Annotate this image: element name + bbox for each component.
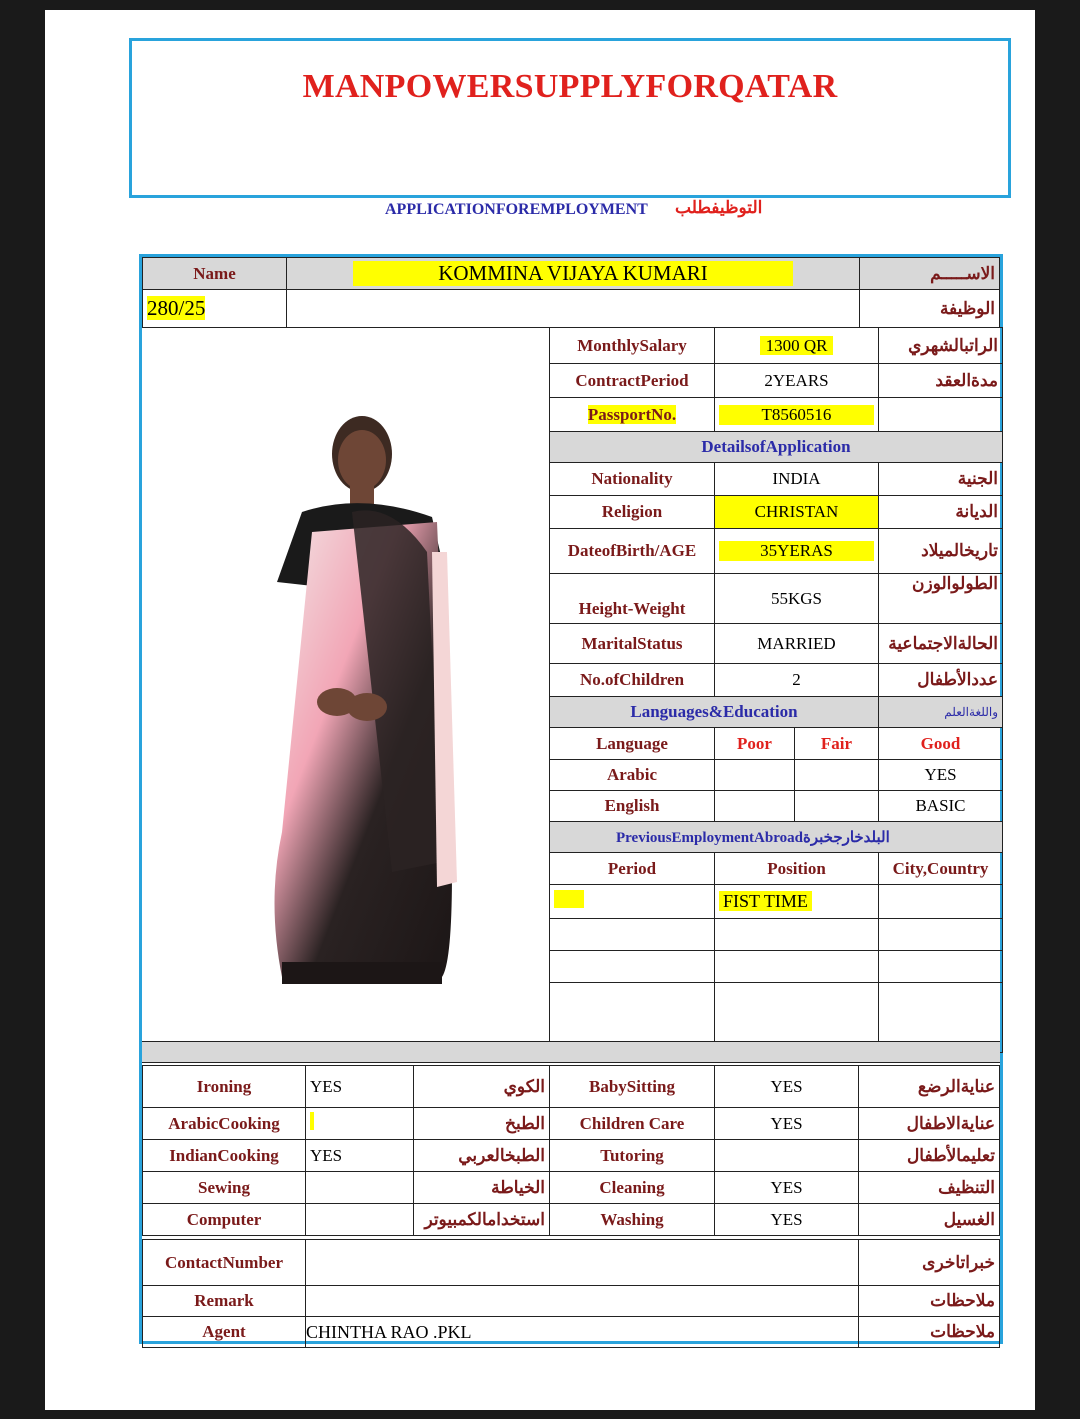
identity-table xyxy=(142,257,1000,328)
details-table xyxy=(549,327,1003,1053)
name-ar: الاســـــم xyxy=(860,258,1000,290)
marital-label: MaritalStatus xyxy=(550,624,715,664)
skill-left-ar: الخياطة xyxy=(414,1172,550,1204)
passport-value: T8560516 xyxy=(719,405,874,425)
nationality-label: Nationality xyxy=(550,463,715,496)
lang-row-good: BASIC xyxy=(879,791,1003,822)
skill-left-value xyxy=(306,1108,414,1140)
remark-value xyxy=(306,1286,859,1317)
lang-row-fair xyxy=(795,791,879,822)
skill-right-ar: الغسيل xyxy=(859,1204,1000,1236)
prev-row-city xyxy=(879,885,1003,919)
salary-value: 1300 QR xyxy=(760,336,834,355)
skill-right-value: YES xyxy=(715,1204,859,1236)
skill-right-ar: عنايةالرضع xyxy=(859,1066,1000,1108)
job-ar: الوظيفة xyxy=(860,290,1000,328)
passport-cell xyxy=(715,398,879,432)
agent-label: Agent xyxy=(143,1317,306,1348)
religion-value: CHRISTAN xyxy=(715,496,879,529)
languages-section-title: Languages&Education xyxy=(550,697,879,728)
skill-right-ar: تعليمالأطفال xyxy=(859,1140,1000,1172)
dob-label: DateofBirth/AGE xyxy=(550,529,715,574)
dob-cell xyxy=(715,529,879,574)
skills-table xyxy=(142,1065,1000,1236)
skill-right-label: Children Care xyxy=(550,1108,715,1140)
prev-row-city xyxy=(879,919,1003,951)
hw-ar: الطولوالوزن xyxy=(879,574,1003,624)
skill-left-label: Ironing xyxy=(143,1066,306,1108)
agent-ar: ملاحظات xyxy=(859,1317,1000,1348)
contact-ar: خبراتاخرى xyxy=(859,1240,1000,1286)
children-ar: عددالأطفال xyxy=(879,664,1003,697)
name-value: KOMMINA VIJAYA KUMARI xyxy=(353,261,793,286)
prev-col-city: City,Country xyxy=(879,853,1003,885)
children-label: No.ofChildren xyxy=(550,664,715,697)
lang-col-language: Language xyxy=(550,728,715,760)
period-label: ContractPeriod xyxy=(550,364,715,398)
prev-row-position-cell xyxy=(715,885,879,919)
skill-right-value: YES xyxy=(715,1066,859,1108)
prev-row-position: FIST TIME xyxy=(719,891,812,911)
dob-ar: تاريخالميلاد xyxy=(879,529,1003,574)
application-title-en: APPLICATIONFOREMPLOYMENT xyxy=(385,201,648,218)
lang-row-fair xyxy=(795,760,879,791)
children-value: 2 xyxy=(715,664,879,697)
skill-left-label: Sewing xyxy=(143,1172,306,1204)
applicant-photo-image xyxy=(242,402,472,1002)
skill-left-value xyxy=(306,1204,414,1236)
remark-ar: ملاحظات xyxy=(859,1286,1000,1317)
religion-label: Religion xyxy=(550,496,715,529)
skill-right-label: Tutoring xyxy=(550,1140,715,1172)
prev-row-position xyxy=(715,951,879,983)
skill-right-value: YES xyxy=(715,1108,859,1140)
skill-left-ar: الطبخالعربي xyxy=(414,1140,550,1172)
section-separator xyxy=(142,1041,1000,1063)
languages-section-ar: واللغةالعلم xyxy=(879,697,1003,728)
lang-col-poor: Poor xyxy=(715,728,795,760)
passport-label-cell xyxy=(550,398,715,432)
skill-left-label: Computer xyxy=(143,1204,306,1236)
marital-value: MARRIED xyxy=(715,624,879,664)
salary-cell xyxy=(715,328,879,364)
lang-col-fair: Fair xyxy=(795,728,879,760)
salary-label: MonthlySalary xyxy=(550,328,715,364)
remark-label: Remark xyxy=(143,1286,306,1317)
job-value xyxy=(287,290,860,328)
nationality-value: INDIA xyxy=(715,463,879,496)
hw-value: 55KGS xyxy=(715,574,879,624)
religion-ar: الديانة xyxy=(879,496,1003,529)
prev-row-period xyxy=(550,885,715,919)
skill-right-label: Cleaning xyxy=(550,1172,715,1204)
period-value: 2YEARS xyxy=(715,364,879,398)
application-title-ar: التوظيفطلب xyxy=(675,198,763,217)
lang-col-good: Good xyxy=(879,728,1003,760)
skill-right-value xyxy=(715,1140,859,1172)
skill-left-value xyxy=(306,1172,414,1204)
application-form-page xyxy=(45,10,1035,1410)
period-ar: مدةالعقد xyxy=(879,364,1003,398)
passport-label: PassportNo. xyxy=(587,404,677,424)
footer-table xyxy=(142,1239,1000,1348)
previous-section-title: PreviousEmploymentAbroadالبلدخارجخبرة xyxy=(550,822,1003,853)
ref-number: 280/25 xyxy=(147,296,206,320)
ref-cell xyxy=(143,290,287,328)
prev-col-period: Period xyxy=(550,853,715,885)
skill-right-label: BabySitting xyxy=(550,1066,715,1108)
prev-col-position: Position xyxy=(715,853,879,885)
dob-value: 35YERAS xyxy=(719,541,874,561)
skill-left-value: YES xyxy=(306,1066,414,1108)
skill-right-ar: التنظيف xyxy=(859,1172,1000,1204)
skill-left-label: ArabicCooking xyxy=(143,1108,306,1140)
lang-row-language: Arabic xyxy=(550,760,715,791)
prev-row-period xyxy=(550,951,715,983)
agent-value: CHINTHA RAO .PKL xyxy=(306,1317,859,1348)
skill-left-value: YES xyxy=(306,1140,414,1172)
skill-right-value: YES xyxy=(715,1172,859,1204)
skill-left-ar: استخدامالكمبيوتر xyxy=(414,1204,550,1236)
company-title: MANPOWERSUPPLYFORQATAR xyxy=(302,68,838,105)
prev-row-city xyxy=(879,951,1003,983)
skill-right-label: Washing xyxy=(550,1204,715,1236)
salary-ar: الراتبالشهري xyxy=(879,328,1003,364)
marital-ar: الحالةالاجتماعية xyxy=(879,624,1003,664)
lang-row-language: English xyxy=(550,791,715,822)
header-box xyxy=(129,38,1011,198)
prev-row-position xyxy=(715,919,879,951)
skill-right-ar: عنايةالاطفال xyxy=(859,1108,1000,1140)
contact-label: ContactNumber xyxy=(143,1240,306,1286)
skill-left-label: IndianCooking xyxy=(143,1140,306,1172)
passport-empty xyxy=(879,398,1003,432)
hw-label: Height-Weight xyxy=(550,574,715,624)
lang-row-poor xyxy=(715,791,795,822)
lang-row-poor xyxy=(715,760,795,791)
skill-left-ar: الكوي xyxy=(414,1066,550,1108)
name-cell xyxy=(287,258,860,290)
details-section-title: DetailsofApplication xyxy=(550,432,1003,463)
form-frame xyxy=(139,254,1003,1344)
skill-left-ar: الطبخ xyxy=(414,1108,550,1140)
lang-row-good: YES xyxy=(879,760,1003,791)
contact-value xyxy=(306,1240,859,1286)
applicant-photo xyxy=(242,402,472,1002)
name-label: Name xyxy=(143,258,287,290)
prev-row-period xyxy=(550,919,715,951)
nationality-ar: الجنية xyxy=(879,463,1003,496)
